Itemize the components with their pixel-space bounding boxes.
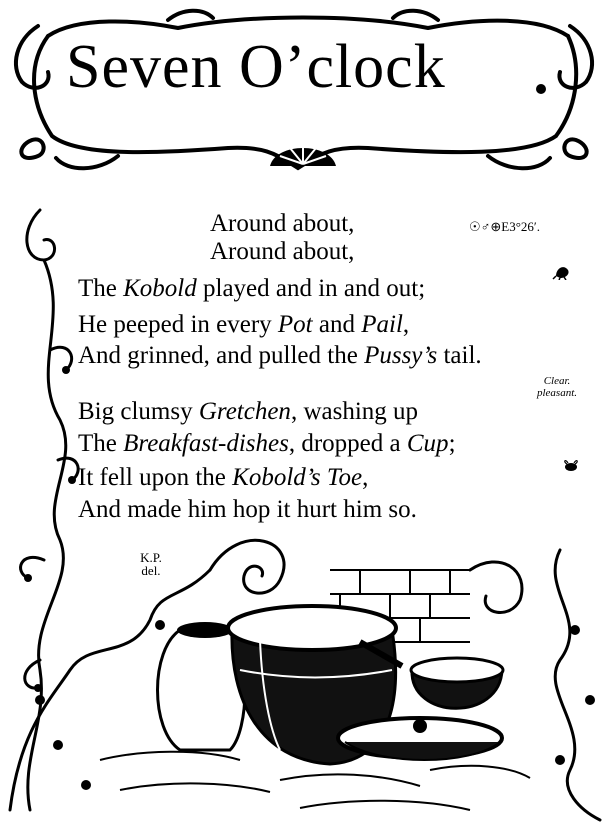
page-title: Seven O’clock — [66, 33, 446, 101]
kitchen-pots-illustration — [0, 530, 607, 823]
beetle-icon — [552, 262, 572, 280]
poem-line: And grinned, and pulled the Pussy’s tail. — [78, 342, 482, 369]
poem-line: The Breakfast-dishes, dropped a Cup; — [78, 430, 456, 457]
poem-line: And made him hop it hurt him so. — [78, 496, 417, 523]
poem-line: He peeped in every Pot and Pail, — [78, 311, 410, 338]
poem-line: It fell upon the Kobold’s Toe, — [78, 464, 369, 491]
poem-line: Big clumsy Gretchen, washing up — [78, 398, 419, 425]
artist-credit: K.P. del. — [140, 550, 162, 578]
weather-note: Clear. pleasant. — [536, 375, 578, 399]
poem-line: The Kobold played and in and out; — [78, 275, 426, 302]
poem-line: Around about, — [210, 238, 355, 265]
bee-icon — [562, 458, 580, 474]
astronomy-note: ☉♂⊕E3°26′. — [469, 219, 541, 234]
poem-line: Around about, — [210, 210, 355, 237]
title-dot — [536, 84, 546, 94]
